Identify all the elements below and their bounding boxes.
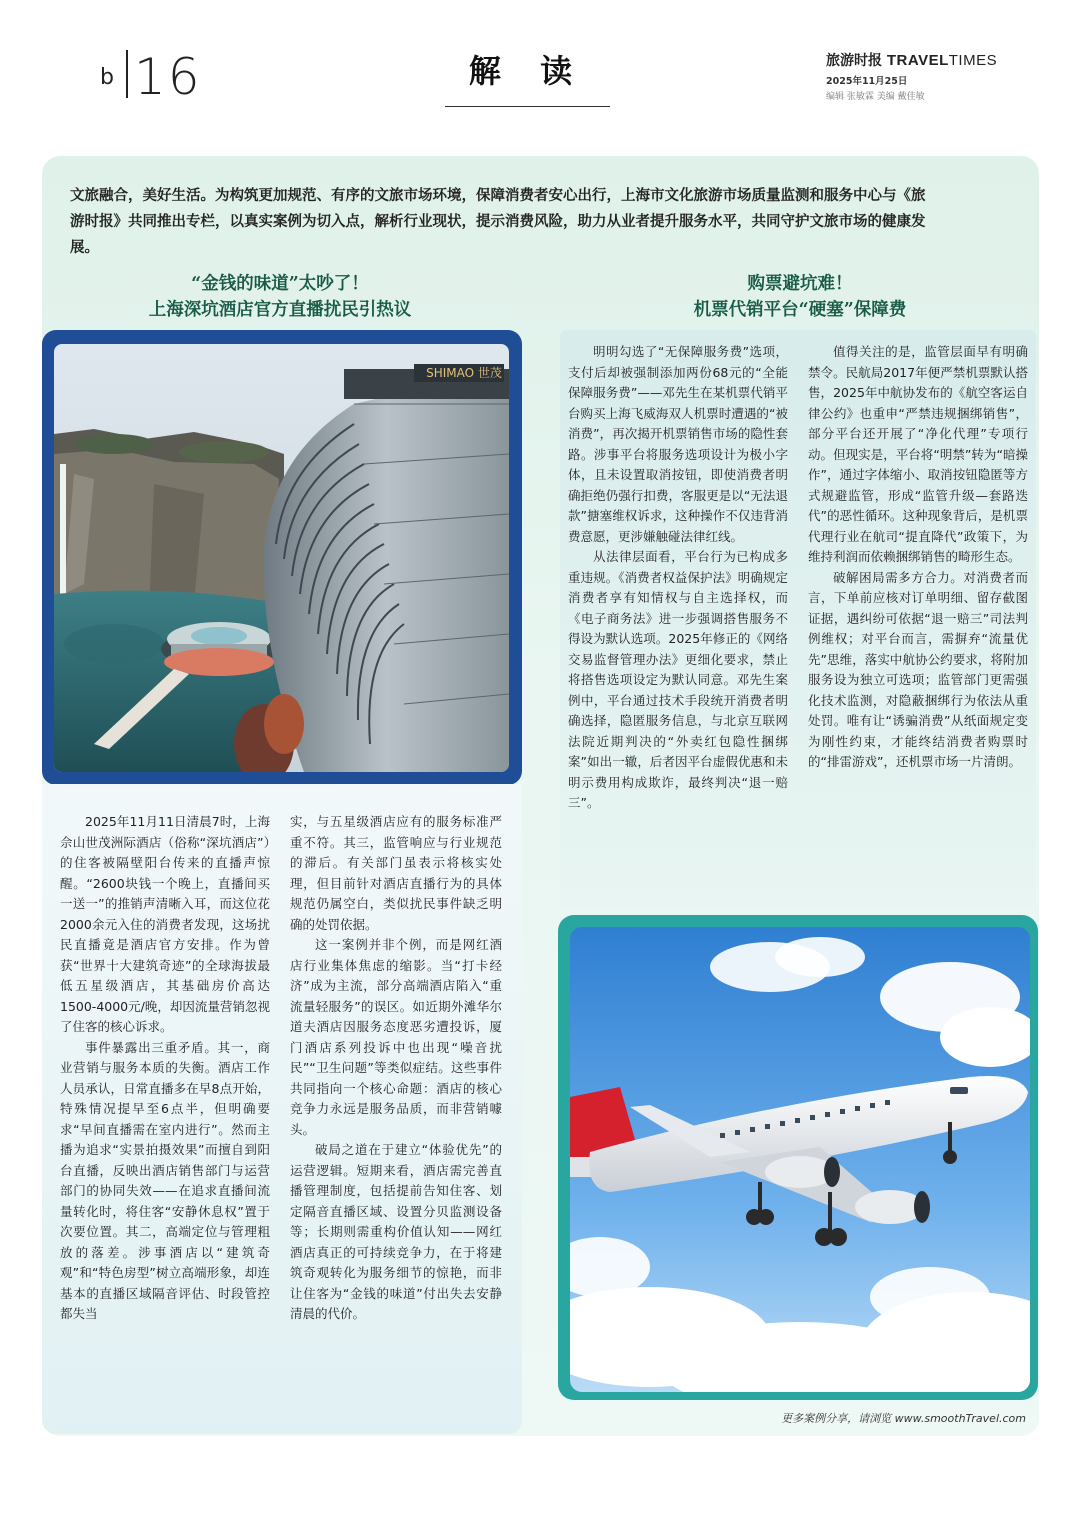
right-paragraph: 值得关注的是，监管层面早有明确禁令。民航局2017年便严禁机票默认搭售，2025年中航协发布的《航空客运自律公约》也重申“严禁违规捆绑销售”，部分平台还开展了“净化代理”专项行动。但现实是，平台将“明禁”转为“暗操作”，通过字体缩小、取消按钮隐匿等方式规避监管，形成“监管升级—套路迭代”的恶性循环。这种现象背后，是机票代理行业在航司“提直降代”政策下，为维持利润而依赖捆绑销售的畸形生态。 xyxy=(808,344,1028,564)
left-paragraph: 实，与五星级酒店应有的服务标准严重不符。其三，监管响应与行业规范的滞后。有关部门虽表示将核实处理，但目前针对酒店直播行为的具体规范仍属空白，类似扰民事件缺乏明确的处罚依据。 xyxy=(290,814,502,932)
masthead xyxy=(826,50,1026,102)
folio-divider xyxy=(126,50,128,98)
paper-name xyxy=(826,50,1026,70)
right-paragraph: 破解困局需多方合力。对消费者而言，下单前应核对订单明细、留存截图证据，遇纠纷可依据“退一赔三”司法判例维权；对平台而言，需摒弃“流量优先”思维，落实中航协公约要求，将附加服务设为独立可选项；监管部门更需强化技术监测，对隐蔽捆绑行为依法从重处罚。唯有让“诱骗消费”从纸面规定变为刚性约束，才能终结消费者购票时的“排雷游戏”，还机票市场一片清朗。 xyxy=(808,569,1028,769)
airplane-sky-photo xyxy=(570,927,1030,1392)
right-title-line-2: 机票代销平台“硬塞”保障费 xyxy=(693,300,907,320)
right-paragraph: 从法律层面看，平台行为已构成多重违规。《消费者权益保护法》明确规定消费者享有知情权与自主选择权，而《电子商务法》进一步强调搭售服务不得设为默认选项。2025年修正的《网络交易监督管理办法》更细化要求，禁止将搭售选项设定为默认同意。邓先生案例中，平台通过技术手段统开消费者明确选择，隐匿服务信息，与北京互联网法院近期判决的“外卖红包隐性捆绑案”如出一辙，后者因平台虚假优惠和未明示费用构成欺诈，最终判决“退一赔三”。 xyxy=(568,549,788,810)
paper-name-en-light: TIMES xyxy=(948,52,998,69)
right-article-column-2 xyxy=(808,342,1028,773)
page-folio xyxy=(100,48,202,106)
column-underline xyxy=(445,106,610,107)
footer-note: 更多案例分享，请浏览 www.smoothTravel.com xyxy=(781,1412,1026,1425)
column-intro: 文旅融合，美好生活。为构筑更加规范、有序的文旅市场环境，保障消费者安心出行，上海市文化旅游市场质量监测和服务中心与《旅游时报》共同推出专栏，以真实案例为切入点，解析行业现状，提示消费风险，助力从业者提升服务水平，共同守护文旅市场的健康发展。 xyxy=(70,188,926,256)
left-paragraph: 事件暴露出三重矛盾。其一，商业营销与服务本质的失衡。酒店工作人员承认，日常直播多在早8点开始，特殊情况提早至6点半，但明确要求“早间直播需在室内进行”。然而主播为追求“实景拍摄效果”而擅自到阳台直播，反映出酒店销售部门与运营部门的协同失效——在追求直播间流量转化时，将住客“安静休息权”置于次要位置。其二，高端定位与管理粗放的落差。涉事酒店以“建筑奇观”和“特色房型”树立高端形象，却连基本的直播区域隔音评估、时段管控都失当 xyxy=(60,1039,270,1321)
section-letter: b xyxy=(100,65,114,90)
left-article-column-1 xyxy=(60,812,270,1325)
right-article-column-1 xyxy=(568,342,788,814)
hotel-illustration xyxy=(54,344,509,772)
column-header xyxy=(445,46,610,107)
left-title-line-2: 上海深坑酒店官方直播扰民引热议 xyxy=(148,300,412,320)
left-title-line-1: “金钱的味道”太吵了！ xyxy=(191,274,369,294)
left-paragraph: 这一案例并非个例，而是网红酒店行业集体焦虑的缩影。当“打卡经济”成为主流，部分高端酒店陷入“重流量轻服务”的误区。如近期外滩华尔道夫酒店因服务态度恶劣遭投诉，厦门酒店系列投诉中也出现“噪音扰民”“卫生问题”等类似症结。这些事件共同指向一个核心命题：酒店的核心竞争力永远是服务品质，而非营销噱头。 xyxy=(290,937,502,1137)
left-paragraph: 2025年11月11日清晨7时，上海佘山世茂洲际酒店（俗称“深坑酒店”）的住客被隔壁阳台传来的直播声惊醒。“2600块钱一个晚上，直播间买一送一”的推销声清晰入耳，而这位花2000余元入住的消费者发现，这场扰民直播竟是酒店官方安排。作为曾获“世界十大建筑奇迹”的全球海拔最低五星级酒店，其基础房价高达1500-4000元/晚，却因流量营销忽视了住客的核心诉求。 xyxy=(60,814,270,1034)
left-paragraph: 破局之道在于建立“体验优先”的运营逻辑。短期来看，酒店需完善直播管理制度，包括提前告知住客、划定隔音直播区域、设置分贝监测设备等；长期则需重构价值认知——网红酒店真正的可持续竞争力，在于将建筑奇观转化为服务细节的惊艳，而非让住客为“金钱的味道”付出失去安静清晨的代价。 xyxy=(290,1142,502,1321)
left-article-title xyxy=(70,271,490,323)
hotel-sign: SHIMAO 世茂 xyxy=(426,366,502,380)
paper-name-cn: 旅游时报 xyxy=(826,53,882,69)
editor-credits: 编辑 张敏霖 美编 戴佳敏 xyxy=(826,92,925,102)
paper-name-en-bold: TRAVEL xyxy=(886,52,949,69)
airplane-illustration xyxy=(570,927,1030,1392)
right-title-line-1: 购票避坑难！ xyxy=(747,274,853,294)
quarry-hotel-photo xyxy=(54,344,509,772)
right-paragraph: 明明勾选了“无保障服务费”选项，支付后却被强制添加两份68元的“全能保障服务费”——邓先生在某机票代销平台购买上海飞威海双人机票时遭遇的“被消费”，再次揭开机票销售市场的隐性套路。涉事平台将服务选项设计为极小字体，且未设置取消按钮，即使消费者明确拒绝仍强行扣费，客服更是以“无法退款”搪塞维权诉求，这种操作不仅违背消费意愿，更涉嫌触碰法律红线。 xyxy=(568,344,788,544)
page-number: 16 xyxy=(133,48,202,106)
issue-date: 2025年11月25日 xyxy=(826,76,908,87)
left-article-column-2 xyxy=(290,812,502,1325)
column-name: 解 读 xyxy=(468,52,587,90)
right-article-title xyxy=(590,271,1010,323)
